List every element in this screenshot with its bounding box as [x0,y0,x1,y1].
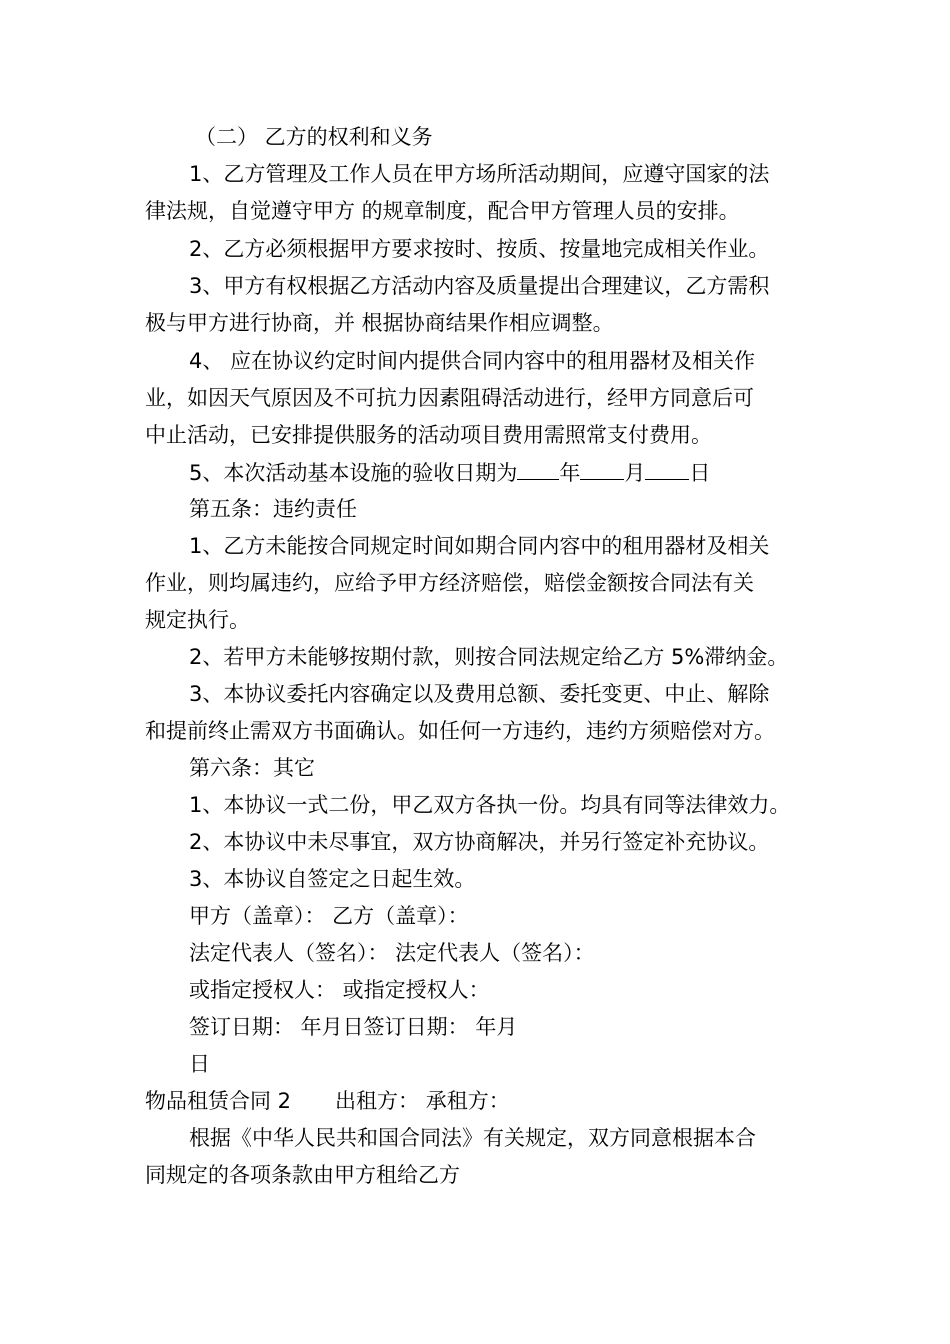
paragraph-line: 极与甲方进行协商，并 根据协商结果作相应调整。 [145,311,614,335]
paragraph-line: 和提前终止需双方书面确认。如任何一方违约，违约方须赔偿对方。 [145,719,775,743]
paragraph-line: 律法规，自觉遵守甲方 的规章制度，配合甲方管理人员的安排。 [145,199,740,223]
paragraph-line: 业，如因天气原因及不可抗力因素阻碍活动进行，经甲方同意后可 [145,386,754,410]
paragraph-line: 3、本协议自签定之日起生效。 [189,867,476,891]
paragraph-line: 1、乙方管理及工作人员在甲方场所活动期间，应遵守国家的法 [189,162,770,186]
parties-label: 出租方： 承租方： [335,1089,510,1113]
contract-heading-line [145,1088,510,1114]
acceptance-date-line [189,459,710,486]
paragraph-line: 3、甲方有权根据乙方活动内容及质量提出合理建议，乙方需积 [189,274,770,298]
year-blank [517,459,559,480]
paragraph-line: 同规定的各项条款由甲方租给乙方 [145,1163,460,1187]
signature-party-line: 甲方（盖章）： 乙方（盖章）： [189,904,469,928]
paragraph-line: 规定执行。 [145,608,250,632]
paragraph-line: 2、乙方必须根据甲方要求按时、按质、按量地完成相关作业。 [189,237,770,261]
signature-representative-line: 法定代表人（签名）： 法定代表人（签名）： [189,941,595,965]
month-blank [580,459,624,480]
section-heading: （二） 乙方的权利和义务 [195,125,433,149]
paragraph-line: 2、本协议中未尽事宜，双方协商解决，并另行签定补充协议。 [189,830,770,854]
paragraph-line: 1、本协议一式二份，甲乙双方各执一份。均具有同等法律效力。 [189,793,791,817]
signature-date-line-cont: 日 [189,1052,210,1076]
contract-title: 物品租赁合同 2 [145,1089,292,1113]
signature-authorized-line: 或指定授权人： 或指定授权人： [189,978,490,1002]
paragraph-line: 根据《中华人民共和国合同法》有关规定，双方同意根据本合 [189,1126,756,1150]
paragraph-line: 4、 应在协议约定时间内提供合同内容中的租用器材及相关作 [189,349,756,373]
day-label: 日 [689,461,711,485]
paragraph-line: 作业，则均属违约，应给予甲方经济赔偿，赔偿金额按合同法有关 [145,571,754,595]
article-title: 第五条：违约责任 [189,497,357,521]
day-blank [645,459,689,480]
paragraph-line: 1、乙方未能按合同规定时间如期合同内容中的租用器材及相关 [189,534,770,558]
acceptance-date-label: 5、本次活动基本设施的验收日期为 [189,461,518,485]
article-title: 第六条：其它 [189,756,315,780]
paragraph-line: 2、若甲方未能够按期付款，则按合同法规定给乙方 5%滞纳金。 [189,645,789,669]
signature-date-line: 签订日期： 年月日签订日期： 年月 [189,1015,518,1039]
paragraph-line: 3、本协议委托内容确定以及费用总额、委托变更、中止、解除 [189,682,770,706]
year-label: 年 [559,461,581,485]
month-label: 月 [624,461,646,485]
paragraph-line: 中止活动，已安排提供服务的活动项目费用需照常支付费用。 [145,423,712,447]
